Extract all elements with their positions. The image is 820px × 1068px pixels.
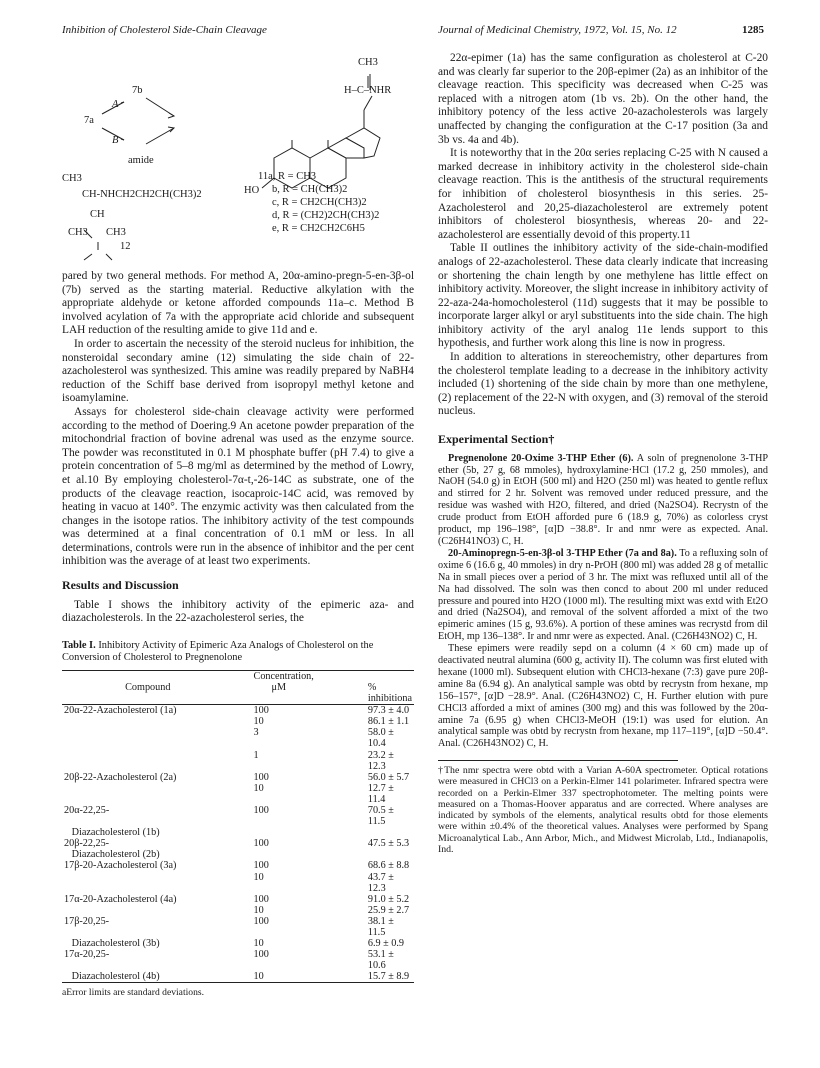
cmpd12-chain: CH-NHCH2CH2CH(CH3)2 bbox=[82, 189, 202, 200]
concentration-cell: 100 bbox=[253, 838, 269, 850]
procedure-title: Pregnenolone 20-Oxime 3-THP Ether (6). bbox=[448, 452, 634, 464]
table-body bbox=[62, 705, 414, 983]
label-route-b: B bbox=[112, 135, 119, 146]
compound-cell: 17α-20-Azacholesterol (4a) bbox=[64, 893, 177, 905]
label-12: 12 bbox=[120, 241, 131, 252]
concentration-cell: 100 bbox=[253, 949, 269, 961]
section-heading-experimental: Experimental Section† bbox=[438, 432, 555, 447]
procedure-title: 20-Aminopregn-5-en-3β-ol 3-THP Ether (7a and 8a). bbox=[448, 547, 677, 559]
compound-cell: 20β-22,25- bbox=[64, 838, 110, 850]
procedure-text: A soln of pregnenolone 3-THP ether (5b, 27 g, 68 mmoles), hydroxylamine·HCl (17.2 g, 250 mmoles), and NaOH (54.0 g) in EtOH (500 ml) and H2O (250 ml) was heated to gentle reflux and stirred for 2 hr. Solvent was removed under reduced pressure, and the residue was washed with H2O, filtered, and dried (Na2SO4). Recrystn of the crude product from EtOH afforded pure 6 (18.9 g, 70%) as colorless cryst product, mp 196–198°, [α]D −38.8°. Ir and nmr were as expected. Anal. (C26H41NO3) C, H. bbox=[438, 452, 768, 547]
inhibition-cell: 15.7 ± 8.9 bbox=[367, 971, 410, 983]
inhibition-cell: 12.7 ± 11.4 bbox=[367, 782, 394, 805]
compound-cell: 20α-22-Azacholesterol (1a) bbox=[64, 705, 177, 717]
label-ho: HO bbox=[244, 185, 260, 196]
inhibition-cell: 6.9 ± 0.9 bbox=[367, 938, 405, 950]
journal-citation: Journal of Medicinal Chemistry, 1972, Vol. 15, No. 12 bbox=[438, 24, 677, 36]
compound-cell bbox=[62, 905, 234, 916]
paragraph: pared by two general methods. For method A, 20α-amino-pregn-5-en-3β-ol (7b) served as the starting material. Reductive alkylation with the appropriate aldehyde or ketone afforded compounds 11a–c. Method B involved acylation of 7a with the appropriate acid chloride and subsequent LAH reduction of the resulting amide to give 11d and e. bbox=[62, 270, 414, 337]
inhibition-cell bbox=[340, 827, 414, 838]
paragraph: In addition to alterations in stereochemistry, other departures from the cholesterol template leading to a decrease in the inhibitory activity included (1) shortening of the side chain by more than one methylene, (2) replacement of the 22-N with oxygen, and (3) removal of the steroid nucleus. bbox=[438, 351, 768, 418]
table-row bbox=[62, 949, 414, 971]
experimental-text bbox=[438, 453, 768, 751]
table-row bbox=[62, 727, 414, 749]
table-row bbox=[62, 705, 414, 717]
compound-cell: 20β-22-Azacholesterol (2a) bbox=[64, 771, 177, 783]
concentration-cell: 10 bbox=[253, 871, 264, 883]
compound-cell bbox=[62, 716, 234, 727]
inhibition-cell: 86.1 ± 1.1 bbox=[367, 716, 410, 728]
section-heading-results: Results and Discussion bbox=[62, 578, 179, 593]
cmpd12-ch3-b: CH3 bbox=[68, 227, 88, 238]
table-row bbox=[62, 916, 414, 938]
table-caption-label: Table I. bbox=[62, 639, 96, 651]
concentration-cell: 100 bbox=[253, 705, 269, 717]
inhibition-cell: 58.0 ± 10.4 bbox=[367, 727, 394, 750]
paragraph: It is noteworthy that in the 20α series replacing C-25 with N caused a marked decrease in inhibitory activity in the cholesterol side-chain cleavage reaction. This is the antithesis of the structural requirements for inhibition of cholesterol biosynthesis in this series. 25-Azacholesterol and 20,25-diazacholesterol are extremely potent inhibitors of cholesterol biosynthesis, whereas 20- and 22-azacholesterol are essentially devoid of this property.11 bbox=[438, 147, 768, 241]
running-head: Inhibition of Cholesterol Side-Chain Cleavage bbox=[62, 24, 267, 36]
procedure-text: These epimers were readily sepd on a column (4 × 60 cm) made up of deactivated neutral alumina (600 g, activity II). The column was first eluted with hexane (1000 ml). Subsequent elution with CHCl3-hexane (7:3) gave pure 20β-amine 8a (6.94 g). An analytical sample was obtd by recrystn from hexane, mp 156–157°, [α]D −28.9°. Anal. (C26H43NO2) C, H. Further elution with pure CHCl3 afforded a mixt of amines (300 mg) and this was followed by the 20α-amine 7a (6.95 g) when CHCl3-MeOH (19:1) was used for elution. An analytical sample was obtd by recrystn from hexane, mp 117–119°, [α]D −50.4°. Anal. (C26H43NO2) C, H. bbox=[438, 643, 768, 750]
concentration-cell: 10 bbox=[253, 782, 264, 794]
compound-cell: Diazacholesterol (4b) bbox=[64, 971, 160, 983]
concentration-cell: 100 bbox=[253, 893, 269, 905]
table-row bbox=[62, 872, 414, 894]
inhibition-cell: 25.9 ± 2.7 bbox=[367, 904, 410, 916]
concentration-cell: 10 bbox=[253, 716, 264, 728]
inhibition-table bbox=[62, 670, 414, 983]
scheme-figure bbox=[62, 48, 414, 270]
table-row bbox=[62, 860, 414, 871]
r-group-11e: e, R = CH2CH2C6H5 bbox=[272, 223, 365, 234]
inhibition-cell: 91.0 ± 5.2 bbox=[367, 893, 410, 905]
paragraph: Table I shows the inhibitory activity of the epimeric aza- and diazacholesterols. In the 22-azacholesterol series, the bbox=[62, 598, 414, 625]
column-header-compound: Compound bbox=[125, 681, 171, 693]
inhibition-cell: 68.6 ± 8.8 bbox=[367, 860, 410, 872]
table-row bbox=[62, 894, 414, 905]
label-amide: amide bbox=[128, 155, 154, 166]
concentration-cell: 100 bbox=[253, 915, 269, 927]
journal-header bbox=[438, 24, 764, 36]
concentration-cell: 100 bbox=[253, 804, 269, 816]
table-footnote: aError limits are standard deviations. bbox=[62, 987, 204, 999]
inhibition-cell: 56.0 ± 5.7 bbox=[367, 771, 410, 783]
inhibition-cell: 43.7 ± 12.3 bbox=[367, 871, 394, 894]
cmpd12-ch: CH bbox=[90, 209, 105, 220]
compound-cell bbox=[62, 783, 234, 805]
inhibition-cell bbox=[340, 849, 414, 860]
r-group-11a: 11a, R = CH3 bbox=[258, 171, 317, 182]
table-caption-text: Inhibitory Activity of Epimeric Aza Analogs of Cholesterol on the Conversion of Cholesterol to Pregnenolone bbox=[62, 639, 374, 663]
cmpd12-ch3-c: CH3 bbox=[106, 227, 126, 238]
paragraph: In order to ascertain the necessity of the steroid nucleus for inhibition, the nonsteroidal secondary amine (12) simulating the side chain of 22-azacholesterol was synthesized. This amine was readily prepared by NaBH4 reduction of the Schiff base derived from isopropyl methyl ketone and isoamylamine. bbox=[62, 337, 414, 405]
inhibition-cell: 47.5 ± 5.3 bbox=[367, 838, 410, 850]
paragraph: Table II outlines the inhibitory activity of the side-chain-modified analogs of 22-azacholesterol. These data clearly indicate that increasing or shortening the chain length by one methylene has little effect on inhibitory activity. Moreover, the slight increase in inhibitory activity of 22-aza-24a-homocholesterol (11d) suggests that it may be possible to incorporate larger alkyl or aryl substituents into the side chain. The high inhibitory activity of the aryl analog 11e lends support to this hypothesis, and further work along this line is now in progress. bbox=[438, 242, 768, 350]
compound-cell bbox=[62, 750, 234, 772]
concentration-cell: 100 bbox=[253, 771, 269, 783]
r-group-11d: d, R = (CH2)2CH(CH3)2 bbox=[272, 210, 380, 221]
cmpd12-ch3: CH3 bbox=[62, 173, 82, 184]
table-row bbox=[62, 905, 414, 916]
compound-cell: Diazacholesterol (1b) bbox=[64, 827, 160, 839]
table-row bbox=[62, 827, 414, 838]
concentration-cell bbox=[234, 849, 340, 860]
label-hcnhr: H–C–NHR bbox=[344, 85, 392, 96]
inhibition-cell: 97.3 ± 4.0 bbox=[367, 705, 410, 717]
paragraph: Assays for cholesterol side-chain cleavage activity were performed according to the method of Doering.9 An acetone powder preparation of the mitochondrial fraction of bovine adrenal was used as the enzyme source. The powder was reconstituted in 0.1 M phosphate buffer (pH 7.4) to give a protein concentration of 5–8 mg/ml as determined by the method of Lowry, et al.10 By employing cholesterol-7α-t,-26-14C as substrate, one of the products of the cleavage reaction, isocaproic-14C acid, was removed by heating in vacuo at 140°. The enzymic activity was then calculated from the changes in the isotope ratios. The inhibitory activity of the test compounds was determined at a final concentration of 0.1 mM or less. In all determinations, controls were run in the absence of inhibitor and the per cent inhibition was the average of at least two experiments. bbox=[62, 405, 414, 568]
concentration-cell: 10 bbox=[253, 904, 264, 916]
table-row bbox=[62, 805, 414, 827]
inhibition-cell: 53.1 ± 10.6 bbox=[367, 949, 394, 972]
column-header-concentration: Concentration, bbox=[253, 670, 314, 682]
compound-cell: Diazacholesterol (3b) bbox=[64, 938, 160, 950]
r-group-11b: b, R = CH(CH3)2 bbox=[272, 184, 348, 195]
concentration-cell: 10 bbox=[253, 971, 264, 983]
concentration-cell: 1 bbox=[253, 749, 259, 761]
compound-cell bbox=[62, 727, 234, 749]
label-ch3-top: CH3 bbox=[358, 57, 378, 68]
compound-cell: 20α-22,25- bbox=[64, 804, 110, 816]
column-header-unit: μM bbox=[271, 681, 287, 693]
experimental-footnote: †The nmr spectra were obtd with a Varian A-60A spectrometer. Optical rotations were measured in CHCl3 on a Perkin-Elmer 141 polarimeter. Infrared spectra were recorded on a Perkin-Elmer 337 spectrophotometer. The melting points were measured on a Thomas-Hoover apparatus and are corrected. Where analyses are indicated by symbols of the elements, analytical results obtd for those elements were within ±0.4% of the theoretical values. Analyses were performed by Spang Microanalytical Lab., Ann Arbor, Mich., and Midwest Microlab, Ltd., Indianapolis, Ind. bbox=[438, 765, 768, 855]
concentration-cell bbox=[234, 827, 340, 838]
compound-cell: 17β-20,25- bbox=[64, 915, 110, 927]
paragraph: 22α-epimer (1a) has the same configuration as cholesterol at C-20 and was clearly far superior to the 20β-epimer (2a) as an inhibitor of the cleavage reaction. This specificity was decreased when C-25 was replaced with a nitrogen atom (1b vs. 2b). On the other hand, the inhibitory potency of the less active 20-azacholesterols was largely unaffected by changing the configuration at the C-17 position (3a and 3b vs. 4a and 4b). bbox=[438, 52, 768, 146]
compound-cell: Diazacholesterol (2b) bbox=[64, 849, 160, 861]
procedure-text: To a refluxing soln of oxime 6 (16.6 g, 40 mmoles) in dry n-PrOH (800 ml) was added 28 g of metallic Na in small pieces over a period of 3 hr. The mixt was refluxed until all of the Na had dissolved. The soln was then concd to about 200 ml under reduced pressure and poured into H2O (1000 ml). The resulting mixt was extd with Et2O and dried (Na2SO4), and removal of the solvent afforded a mixt of the two epimeric amines (15 g, 93.6%). A portion of these amines was recrystd from dil EtOH, mp 136–138°. Ir and nmr were as expected. Anal. (C26H43NO2) C, H. bbox=[438, 547, 768, 643]
label-7a: 7a bbox=[84, 115, 94, 126]
table-row bbox=[62, 938, 414, 949]
table-row bbox=[62, 772, 414, 783]
concentration-cell: 3 bbox=[253, 727, 259, 739]
compound-cell: 17β-20-Azacholesterol (3a) bbox=[64, 860, 177, 872]
concentration-cell: 100 bbox=[253, 860, 269, 872]
table-row bbox=[62, 971, 414, 982]
r-group-11c: c, R = CH2CH(CH3)2 bbox=[272, 197, 367, 208]
compound-cell bbox=[62, 872, 234, 894]
inhibition-cell: 38.1 ± 11.5 bbox=[367, 915, 394, 938]
label-route-a: A bbox=[112, 99, 119, 110]
table-row bbox=[62, 838, 414, 849]
left-column bbox=[62, 48, 414, 1000]
table-row bbox=[62, 716, 414, 727]
column-header-inhibition: % inhibitiona bbox=[367, 681, 413, 705]
table-row bbox=[62, 783, 414, 805]
table-caption bbox=[62, 640, 414, 664]
inhibition-cell: 23.2 ± 12.3 bbox=[367, 749, 394, 772]
page-number: 1285 bbox=[742, 24, 764, 36]
label-7b: 7b bbox=[132, 85, 143, 96]
concentration-cell: 10 bbox=[253, 938, 264, 950]
table-row bbox=[62, 750, 414, 772]
inhibition-cell: 70.5 ± 11.5 bbox=[367, 804, 394, 828]
table-row bbox=[62, 849, 414, 860]
compound-cell: 17α-20,25- bbox=[64, 949, 110, 961]
right-column bbox=[438, 52, 768, 855]
